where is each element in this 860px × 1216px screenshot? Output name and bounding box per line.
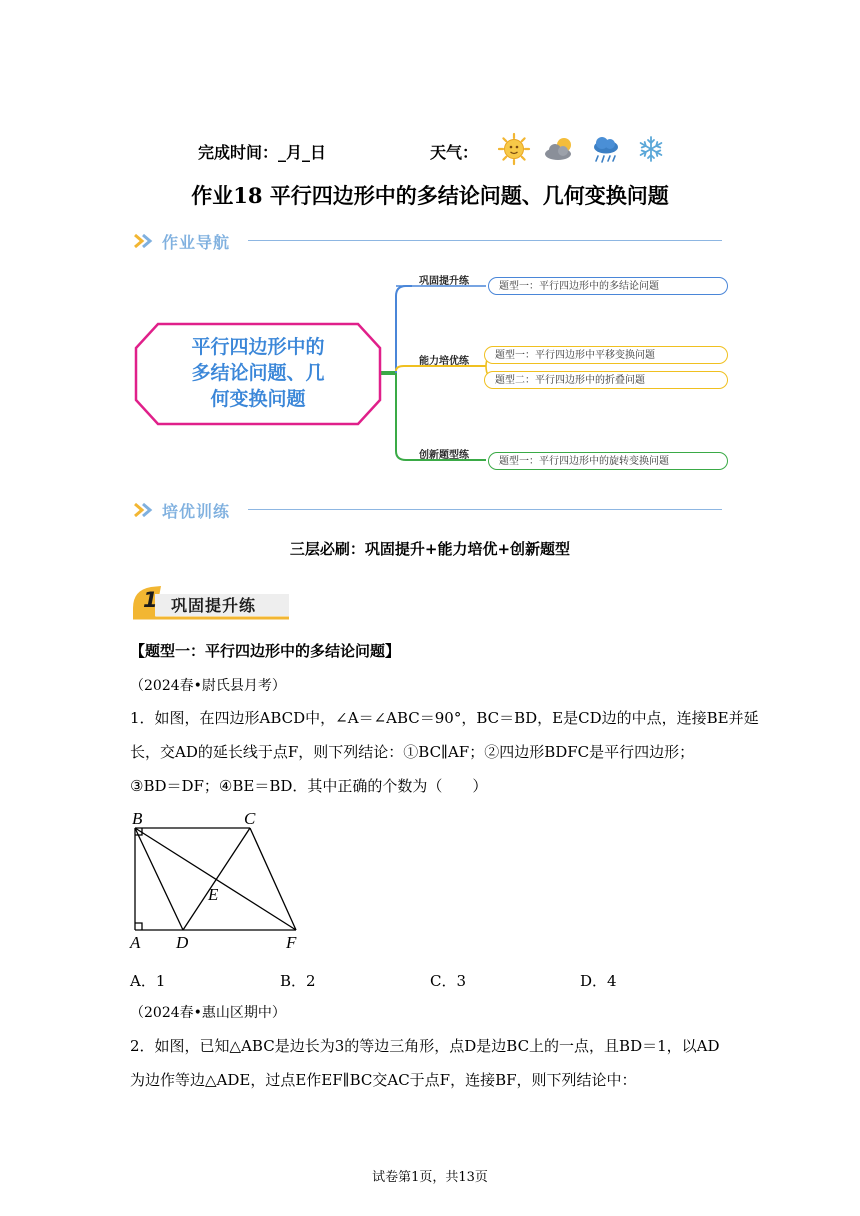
branch-label-innovation: 创新题型练 (419, 450, 469, 461)
weather-icons (498, 132, 668, 166)
rain-cloud-icon (594, 137, 618, 162)
document-title: 作业18 平行四边形中的多结论问题、几何变换问题 (191, 183, 669, 208)
q1-line-1: 1．如图，在四边形ABCD中，∠A＝∠ABC＝90°，BC＝BD，E是CD边的中点，连接BE并延 (130, 709, 759, 727)
completion-time: 完成时间：_月_日 (198, 143, 327, 162)
page-footer: 试卷第1页，共13页 (372, 1170, 488, 1185)
label-b: B (132, 809, 143, 828)
label-e: E (208, 885, 219, 904)
branch-item-innovation-1: 题型一：平行四边形中的旋转变换问题 (488, 452, 728, 470)
label-a: A (130, 933, 141, 952)
training-heading-rule (248, 509, 722, 510)
q1-option-c: C．3 (430, 972, 467, 990)
branch-item-ability-1: 题型一：平行四边形中平移变换问题 (484, 346, 728, 364)
q1-source: （2024春•尉氏县月考） (130, 678, 286, 694)
q1-option-b: B．2 (280, 972, 316, 990)
q2-line-1: 2．如图，已知△ABC是边长为3的等边三角形，点D是边BC上的一点，且BD＝1，以AD (130, 1037, 720, 1055)
center-line-1: 平行四边形中的 (191, 336, 325, 358)
partly-cloudy-icon (545, 138, 571, 160)
snowflake-icon (641, 137, 662, 161)
three-layer-title: 三层必刷：巩固提升+能力培优+创新题型 (289, 540, 571, 558)
double-chevron-icon (134, 232, 156, 250)
q1-option-d: D．4 (580, 972, 617, 990)
weather-label: 天气： (430, 143, 479, 162)
level-badge (133, 584, 291, 620)
q1-option-a: A．1 (130, 972, 166, 990)
branch-item-consolidate-1: 题型一：平行四边形中的多结论问题 (488, 277, 728, 295)
label-c: C (244, 809, 256, 828)
nav-heading: 作业导航 (162, 233, 231, 252)
branch-item-ability-2: 题型二：平行四边形中的折叠问题 (484, 371, 728, 389)
double-chevron-icon-2 (134, 501, 156, 519)
badge-number: 1 (143, 588, 158, 612)
q1-line-2: 长，交AD的延长线于点F，则下列结论：①BC∥AF；②四边形BDFC是平行四边形； (130, 743, 695, 761)
mindmap-center-node (134, 322, 382, 426)
label-d: D (176, 933, 189, 952)
badge-label: 巩固提升练 (171, 596, 257, 615)
branch-label-consolidate: 巩固提升练 (419, 276, 469, 287)
q2-source: （2024春•惠山区期中） (130, 1005, 286, 1021)
training-heading: 培优训练 (162, 502, 231, 521)
q2-line-2: 为边作等边△ADE，过点E作EF∥BC交AC于点F，连接BF，则下列结论中： (130, 1071, 637, 1089)
sun-icon (499, 134, 529, 164)
label-f: F (286, 933, 297, 952)
q1-figure (128, 806, 318, 954)
q1-line-3: ③BD＝DF；④BE＝BD．其中正确的个数为（ ） (130, 777, 488, 795)
branch-label-ability: 能力培优练 (419, 356, 469, 367)
question-type-heading: 【题型一：平行四边形中的多结论问题】 (130, 642, 401, 660)
center-line-3: 何变换问题 (210, 388, 306, 410)
center-line-2: 多结论问题、几 (191, 362, 325, 384)
nav-heading-rule (248, 240, 722, 241)
